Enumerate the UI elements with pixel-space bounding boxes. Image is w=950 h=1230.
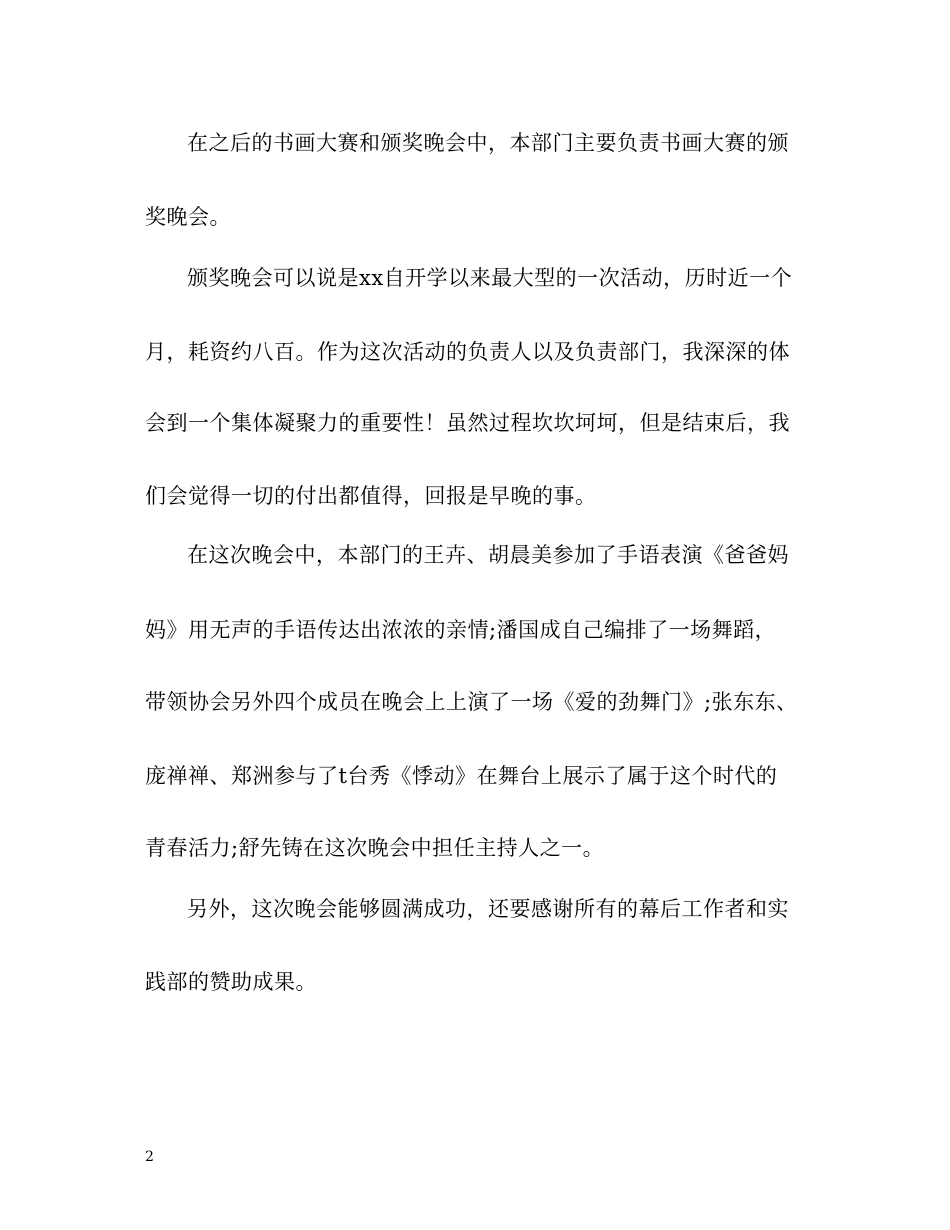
paragraph-3-line-1: 在这次晚会中，本部门的王卉、胡晨美参加了手语表演《爸爸妈 bbox=[187, 543, 789, 567]
page-number: 2 bbox=[145, 1149, 154, 1165]
paragraph-1-line-1: 在之后的书画大赛和颁奖晚会中，本部门主要负责书画大赛的颁 bbox=[187, 131, 789, 155]
paragraph-2-line-1: 颁奖晚会可以说是xx自开学以来最大型的一次活动，历时近一个 bbox=[187, 266, 793, 290]
paragraph-3-line-3: 带领协会另外四个成员在晚会上上演了一场《爱的劲舞门》;张东东、 bbox=[145, 690, 798, 714]
paragraph-4-line-2: 践部的赞助成果。 bbox=[145, 970, 317, 994]
paragraph-3-line-2: 妈》用无声的手语传达出浓浓的亲情;潘国成自己编排了一场舞蹈， bbox=[145, 618, 777, 642]
paragraph-3-line-4: 庞禅禅、郑洲参与了t台秀《悸动》在舞台上展示了属于这个时代的 bbox=[145, 764, 778, 788]
paragraph-2-line-3: 会到一个集体凝聚力的重要性！虽然过程坎坎坷坷，但是结束后，我 bbox=[145, 411, 790, 435]
paragraph-1-line-2: 奖晚会。 bbox=[145, 205, 231, 229]
paragraph-2-line-2: 月，耗资约八百。作为这次活动的负责人以及负责部门，我深深的体 bbox=[145, 340, 790, 364]
paragraph-2-line-4: 们会觉得一切的付出都值得，回报是早晚的事。 bbox=[145, 484, 597, 508]
paragraph-4-line-1: 另外，这次晚会能够圆满成功，还要感谢所有的幕后工作者和实 bbox=[187, 897, 789, 921]
paragraph-3-line-5: 青春活力;舒先铸在这次晚会中担任主持人之一。 bbox=[145, 836, 605, 860]
